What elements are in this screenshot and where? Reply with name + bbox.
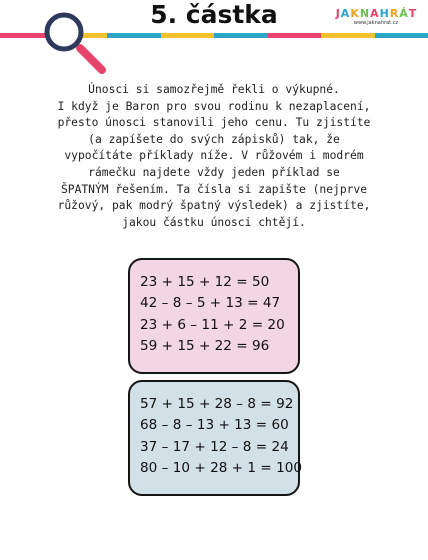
intro-paragraph	[40, 82, 388, 231]
logo-letter: A	[370, 7, 379, 20]
intro-line: vypočítáte příklady níže. V růžovém i modrém	[64, 149, 364, 163]
equation: 57 + 15 + 28 – 8 = 92	[140, 396, 294, 412]
stripe-segment	[268, 33, 322, 38]
logo-subtitle: www.jaknahrat.cz	[353, 20, 399, 26]
intro-line: přesto únosci stanovili jeho cenu. Tu zjistíte	[57, 116, 371, 130]
pink-equation-box	[128, 258, 300, 374]
logo-letter: T	[408, 7, 417, 20]
intro-line: Únosci si samozřejmě řekli o výkupné.	[88, 83, 340, 96]
blue-equation-box	[128, 380, 303, 496]
stripe-segment	[107, 33, 161, 38]
intro-line: (a zapíšete do svých zápisků) tak, že	[88, 132, 340, 146]
equation: 37 – 17 + 12 – 8 = 24	[140, 438, 289, 455]
logo-letter: R	[389, 7, 399, 20]
logo	[335, 7, 417, 30]
intro-line: ŠPATNÝM řešením. Ta čísla si zapište (nejprve	[60, 182, 368, 196]
logo-letter: Á	[399, 7, 408, 20]
equation: 68 – 8 – 13 + 13 = 60	[140, 417, 289, 434]
stripe-segment	[375, 33, 428, 38]
stripe-segment	[214, 33, 268, 38]
equation: 42 – 8 – 5 + 13 = 47	[140, 295, 281, 312]
intro-line: rámečku najdete vždy jeden příklad se	[88, 165, 340, 179]
equation: 80 – 10 + 28 + 1 = 100	[140, 460, 303, 477]
stripe-segment	[321, 33, 375, 38]
logo-letter: A	[340, 7, 350, 20]
logo-letters	[335, 7, 417, 20]
equation: 23 + 15 + 12 = 50	[140, 274, 270, 290]
intro-line: jakou částku únosci chtějí.	[122, 215, 306, 229]
equation: 23 + 6 – 11 + 2 = 20	[140, 316, 285, 333]
equation: 59 + 15 + 22 = 96	[140, 338, 270, 355]
logo-letter: H	[379, 7, 389, 20]
logo-letter: N	[359, 7, 370, 20]
logo-letter: J	[335, 7, 340, 20]
stripe-segment	[161, 33, 215, 38]
intro-line: I když je Baron pro svou rodinu k nezaplacení,	[57, 99, 371, 113]
intro-line: růžový, pak modrý špatný výsledek) a zjistíte,	[57, 199, 371, 213]
page-title: 5. částka	[150, 0, 278, 29]
logo-letter: K	[350, 7, 359, 20]
